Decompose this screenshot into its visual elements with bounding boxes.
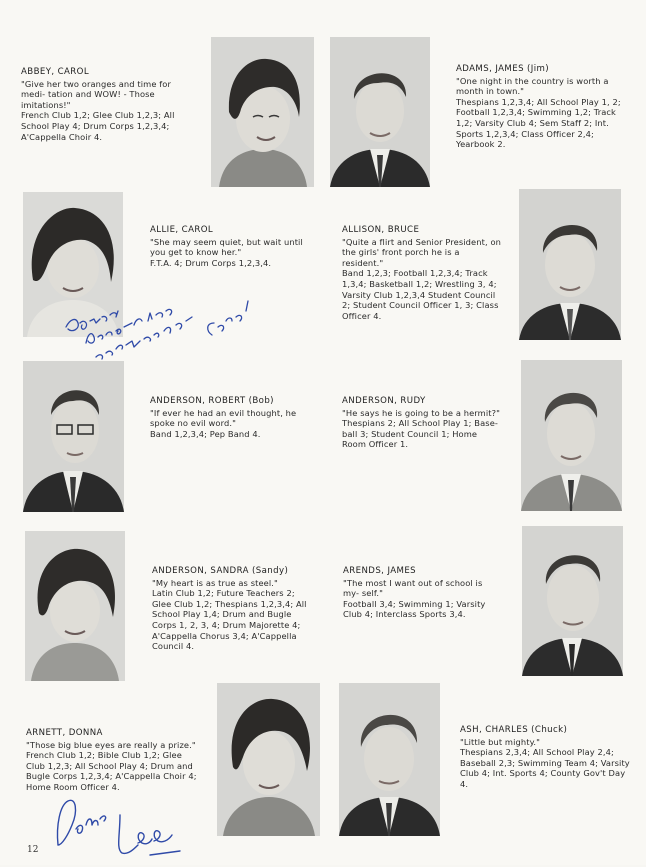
- portrait-image: [521, 360, 622, 511]
- student-activities: French Club 1,2; Glee Club 1,2,3; All School Play 4; Drum Corps 1,2,3,4; A'Cappella Choir 4.: [21, 110, 175, 142]
- portrait-image: [23, 361, 124, 512]
- student-activities: Band 1,2,3,4; Pep Band 4.: [150, 428, 261, 439]
- student-quote: "My heart is as true as steel.": [152, 577, 278, 588]
- student-quote: "Quite a flirt and Senior President, on the girls' front porch he is a resident.": [342, 236, 501, 268]
- student-entry-adams-james: [456, 64, 628, 150]
- portrait-image: [217, 683, 320, 836]
- student-activities: Latin Club 1,2; Future Teachers 2; Glee Club 1,2; Thespians 1,2,3,4; All School Play 1,4; Drum and Bugle Corps 1, 2, 3, 4; Drum Majorette 4; A'Cappella Chorus 3,4; A'Cappella Council 4.: [152, 588, 307, 652]
- student-name: ANDERSON, RUDY: [342, 396, 426, 406]
- portrait-photo-arends-james: [522, 526, 623, 676]
- student-name: ALLISON, BRUCE: [342, 225, 420, 235]
- student-activities: F.T.A. 4; Drum Corps 1,2,3,4.: [150, 257, 272, 268]
- student-entry-abbey-carol: [21, 67, 191, 142]
- portrait-image: [519, 189, 621, 340]
- signature-image: [60, 265, 280, 360]
- portrait-image: [211, 37, 314, 187]
- student-activities: Thespians 1,2,3,4; All School Play 1, 2; Football 1,2,3,4; Swimming 1,2; Track 1,2; Varsity Club 4; Sem Staff 2; Int. Sports 1,2,3,4; Class Officer 2,4; Yearbook 2.: [456, 96, 621, 150]
- student-quote: "If ever he had an evil thought, he spoke no evil word.": [150, 407, 297, 429]
- student-name: ABBEY, CAROL: [21, 67, 90, 77]
- student-quote: "One night in the country is worth a month in town.": [456, 75, 609, 97]
- page-number: 12: [27, 845, 39, 855]
- student-name: ARNETT, DONNA: [26, 728, 103, 738]
- student-activities: Thespians 2,3,4; All School Play 2,4; Baseball 2,3; Swimming Team 4; Varsity Club 4; Int. Sports 4; County Gov't Day 4.: [460, 747, 630, 789]
- student-quote: "She may seem quiet, but wait until you get to know her.": [150, 236, 303, 258]
- portrait-photo-allison-bruce: [519, 189, 621, 340]
- student-quote: "Give her two oranges and time for medi- tation and WOW! - Those imitations!": [21, 78, 171, 110]
- signature-donna: [50, 785, 185, 863]
- student-activities: Football 3,4; Swimming 1; Varsity Club 4; Interclass Sports 3,4.: [343, 598, 486, 620]
- student-name: ANDERSON, ROBERT (Bob): [150, 396, 274, 406]
- student-quote: "Those big blue eyes are really a prize.": [26, 739, 196, 750]
- student-activities: Thespians 2; All School Play 1; Base- ball 3; Student Council 1; Home Room Officer 1.: [342, 418, 498, 450]
- student-entry-anderson-sandra: [152, 566, 312, 652]
- student-entry-anderson-rudy: [342, 396, 502, 450]
- signature-carol: [60, 265, 280, 360]
- student-entry-ash-charles: [460, 725, 630, 790]
- student-entry-allie-carol: [150, 225, 315, 268]
- portrait-image: [330, 37, 430, 187]
- student-entry-arnett-donna: [26, 728, 198, 793]
- portrait-photo-ash-charles: [339, 683, 440, 836]
- signature-image: [50, 785, 185, 863]
- portrait-image: [25, 531, 125, 681]
- portrait-photo-anderson-robert: [23, 361, 124, 512]
- student-name: ARENDS, JAMES: [343, 566, 417, 576]
- student-quote: "Little but mighty.": [460, 736, 541, 747]
- portrait-image: [339, 683, 440, 836]
- student-quote: "The most I want out of school is my- self.": [343, 577, 483, 599]
- portrait-photo-abbey-carol: [211, 37, 314, 187]
- student-entry-allison-bruce: [342, 225, 502, 321]
- portrait-photo-anderson-sandra: [25, 531, 125, 681]
- student-activities: French Club 1,2; Bible Club 1,2; Glee Club 1,2,3; All School Play 4; Drum and Bugle Corps 1,2,3,4; A'Cappella Choir 4; Home Room Officer 4.: [26, 750, 197, 792]
- student-entry-arends-james: [343, 566, 501, 620]
- student-activities: Band 1,2,3; Football 1,2,3,4; Track 1,3,4; Basketball 1,2; Wrestling 3, 4; Varsity Club 1,2,3,4 Student Council 2; Student Council Officer 1, 3; Class Officer 4.: [342, 268, 499, 321]
- portrait-image: [522, 526, 623, 676]
- student-quote: "He says he is going to be a hermit?": [342, 407, 501, 418]
- student-name: ADAMS, JAMES (Jim): [456, 64, 550, 74]
- student-entry-anderson-robert: [150, 396, 315, 439]
- student-name: ASH, CHARLES (Chuck): [460, 725, 568, 735]
- student-name: ANDERSON, SANDRA (Sandy): [152, 566, 289, 576]
- portrait-photo-arnett-donna: [217, 683, 320, 836]
- student-name: ALLIE, CAROL: [150, 225, 214, 235]
- portrait-photo-adams-james: [330, 37, 430, 187]
- portrait-photo-anderson-rudy: [521, 360, 622, 511]
